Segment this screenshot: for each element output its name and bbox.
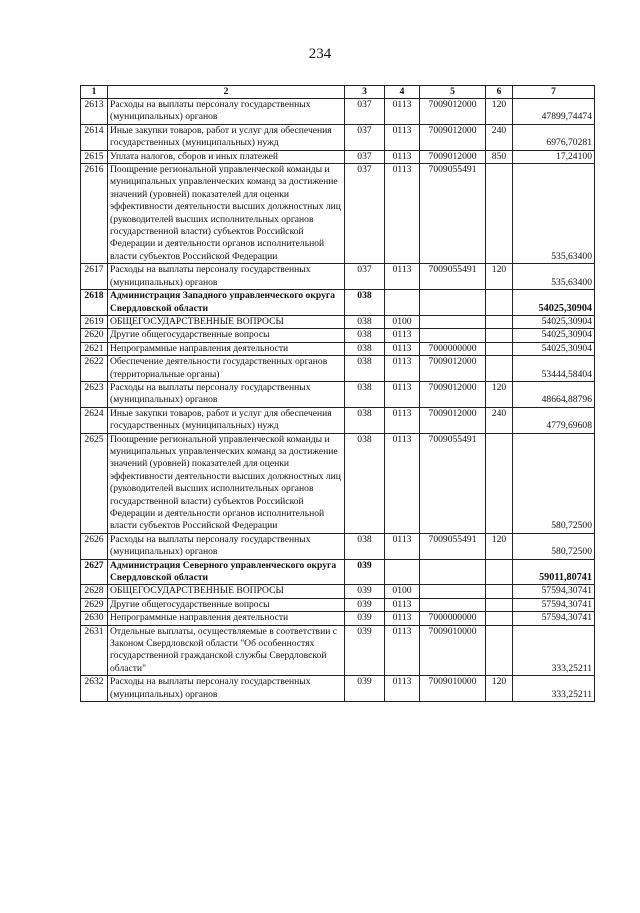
amount-cell: 580,72500: [513, 533, 595, 559]
table-row: [81, 329, 595, 342]
row-number-cell: 2628: [81, 585, 108, 598]
page-number: 234: [308, 46, 332, 62]
row-number-cell: 2626: [81, 533, 108, 559]
row-name-cell: Иные закупки товаров, работ и услуг для обеспечения государственных (муниципальных) нужд: [108, 124, 345, 150]
expense-type-cell: [486, 315, 513, 328]
row-number-cell: 2618: [81, 290, 108, 316]
row-number-cell: 2632: [81, 676, 108, 702]
section-code-cell: 0100: [385, 315, 420, 328]
row-name-cell: Иные закупки товаров, работ и услуг для обеспечения государственных (муниципальных) нужд: [108, 407, 345, 433]
target-article-cell: 7009055491: [420, 264, 486, 290]
row-number-cell: 2631: [81, 625, 108, 676]
target-article-cell: 7009055491: [420, 433, 486, 533]
ministry-code-cell: 038: [345, 433, 385, 533]
section-code-cell: 0113: [385, 342, 420, 355]
expense-type-cell: [486, 433, 513, 533]
section-code-cell: 0113: [385, 164, 420, 264]
section-code-cell: 0113: [385, 99, 420, 125]
row-number-cell: 2619: [81, 315, 108, 328]
section-code-cell: 0113: [385, 598, 420, 611]
ministry-code-cell: 037: [345, 150, 385, 163]
table-row: [81, 315, 595, 328]
row-name-cell: Непрограммные направления деятельности: [108, 342, 345, 355]
section-code-cell: [385, 559, 420, 585]
section-code-cell: 0113: [385, 625, 420, 676]
row-number-cell: 2625: [81, 433, 108, 533]
table-row: [81, 676, 595, 702]
ministry-code-cell: 037: [345, 99, 385, 125]
amount-cell: 54025,30904: [513, 290, 595, 316]
amount-cell: 333,25211: [513, 625, 595, 676]
expense-type-cell: 120: [486, 676, 513, 702]
table-body: [81, 99, 595, 702]
expense-type-cell: 120: [486, 533, 513, 559]
amount-cell: 17,24100: [513, 150, 595, 163]
table-row: [81, 585, 595, 598]
row-name-cell: Другие общегосударственные вопросы: [108, 598, 345, 611]
expense-type-cell: 850: [486, 150, 513, 163]
row-number-cell: 2615: [81, 150, 108, 163]
amount-cell: 535,63400: [513, 264, 595, 290]
table-row: [81, 99, 595, 125]
row-name-cell: Отдельные выплаты, осуществляемые в соответствии с Законом Свердловской области "Об особенностях государственной гражданской службы Свердловской области": [108, 625, 345, 676]
expense-type-cell: 240: [486, 124, 513, 150]
row-name-cell: Непрограммные направления деятельности: [108, 612, 345, 625]
expense-type-cell: 120: [486, 99, 513, 125]
amount-cell: 580,72500: [513, 433, 595, 533]
target-article-cell: [420, 598, 486, 611]
column-header: 3: [345, 86, 385, 99]
table-row: [81, 290, 595, 316]
ministry-code-cell: 039: [345, 559, 385, 585]
table-row: [81, 356, 595, 382]
column-header: 5: [420, 86, 486, 99]
target-article-cell: 7009055491: [420, 164, 486, 264]
amount-cell: 53444,58404: [513, 356, 595, 382]
section-code-cell: 0100: [385, 585, 420, 598]
expense-type-cell: [486, 329, 513, 342]
section-code-cell: 0113: [385, 150, 420, 163]
ministry-code-cell: 037: [345, 124, 385, 150]
target-article-cell: [420, 585, 486, 598]
expense-type-cell: [486, 585, 513, 598]
expense-type-cell: 120: [486, 381, 513, 407]
section-code-cell: 0113: [385, 381, 420, 407]
expense-type-cell: [486, 625, 513, 676]
row-number-cell: 2627: [81, 559, 108, 585]
target-article-cell: [420, 315, 486, 328]
amount-cell: 57594,30741: [513, 585, 595, 598]
row-number-cell: 2624: [81, 407, 108, 433]
table-row: [81, 625, 595, 676]
section-code-cell: 0113: [385, 533, 420, 559]
expense-type-cell: [486, 612, 513, 625]
amount-cell: 54025,30904: [513, 329, 595, 342]
column-header: 4: [385, 86, 420, 99]
amount-cell: 6976,70281: [513, 124, 595, 150]
row-number-cell: 2620: [81, 329, 108, 342]
row-name-cell: Другие общегосударственные вопросы: [108, 329, 345, 342]
ministry-code-cell: 038: [345, 356, 385, 382]
ministry-code-cell: 037: [345, 164, 385, 264]
section-code-cell: 0113: [385, 124, 420, 150]
section-code-cell: 0113: [385, 433, 420, 533]
row-number-cell: 2630: [81, 612, 108, 625]
row-name-cell: Поощрение региональной управленческой команды и муниципальных управленческих команд за достижение значений (уровней) показателей для оценки эффективности деятельности высших должностных лиц (руководителей высших исполнительных органов государственной власти) субъектов Российской Федерации и деятельности органов исполнительной власти субъектов Российской Федерации: [108, 433, 345, 533]
amount-cell: 48664,88796: [513, 381, 595, 407]
row-number-cell: 2617: [81, 264, 108, 290]
expense-type-cell: 240: [486, 407, 513, 433]
budget-table: [80, 85, 595, 702]
amount-cell: 57594,30741: [513, 612, 595, 625]
ministry-code-cell: 037: [345, 264, 385, 290]
table-row: [81, 381, 595, 407]
target-article-cell: 7009012000: [420, 407, 486, 433]
row-number-cell: 2621: [81, 342, 108, 355]
expense-type-cell: [486, 559, 513, 585]
expense-type-cell: [486, 598, 513, 611]
ministry-code-cell: 038: [345, 407, 385, 433]
row-number-cell: 2616: [81, 164, 108, 264]
column-header: 6: [486, 86, 513, 99]
table-row: [81, 124, 595, 150]
table-row: [81, 342, 595, 355]
target-article-cell: 7009010000: [420, 625, 486, 676]
target-article-cell: [420, 290, 486, 316]
row-name-cell: Уплата налогов, сборов и иных платежей: [108, 150, 345, 163]
ministry-code-cell: 038: [345, 533, 385, 559]
expense-type-cell: 120: [486, 264, 513, 290]
expense-type-cell: [486, 356, 513, 382]
column-header: 7: [513, 86, 595, 99]
section-code-cell: 0113: [385, 407, 420, 433]
row-number-cell: 2623: [81, 381, 108, 407]
ministry-code-cell: 038: [345, 342, 385, 355]
target-article-cell: 7009012000: [420, 381, 486, 407]
row-name-cell: Расходы на выплаты персоналу государственных (муниципальных) органов: [108, 533, 345, 559]
table-row: [81, 164, 595, 264]
expense-type-cell: [486, 342, 513, 355]
column-header: 2: [108, 86, 345, 99]
table-row: [81, 612, 595, 625]
amount-cell: 57594,30741: [513, 598, 595, 611]
expense-type-cell: [486, 164, 513, 264]
amount-cell: 333,25211: [513, 676, 595, 702]
row-number-cell: 2613: [81, 99, 108, 125]
table-row: [81, 559, 595, 585]
target-article-cell: 7009012000: [420, 124, 486, 150]
row-name-cell: Расходы на выплаты персоналу государственных (муниципальных) органов: [108, 676, 345, 702]
amount-cell: 535,63400: [513, 164, 595, 264]
ministry-code-cell: 039: [345, 585, 385, 598]
amount-cell: 54025,30904: [513, 315, 595, 328]
amount-cell: 59011,80741: [513, 559, 595, 585]
ministry-code-cell: 039: [345, 625, 385, 676]
target-article-cell: 7000000000: [420, 612, 486, 625]
row-name-cell: Расходы на выплаты персоналу государственных (муниципальных) органов: [108, 99, 345, 125]
row-name-cell: Администрация Западного управленческого округа Свердловской области: [108, 290, 345, 316]
row-name-cell: ОБЩЕГОСУДАРСТВЕННЫЕ ВОПРОСЫ: [108, 585, 345, 598]
amount-cell: 54025,30904: [513, 342, 595, 355]
section-code-cell: 0113: [385, 329, 420, 342]
row-number-cell: 2629: [81, 598, 108, 611]
row-name-cell: Администрация Северного управленческого округа Свердловской области: [108, 559, 345, 585]
table-row: [81, 407, 595, 433]
ministry-code-cell: 038: [345, 315, 385, 328]
target-article-cell: [420, 559, 486, 585]
section-code-cell: 0113: [385, 264, 420, 290]
table-header-row: [81, 86, 595, 99]
table-row: [81, 264, 595, 290]
ministry-code-cell: 038: [345, 381, 385, 407]
column-header: 1: [81, 86, 108, 99]
row-number-cell: 2614: [81, 124, 108, 150]
row-name-cell: Поощрение региональной управленческой команды и муниципальных управленческих команд за достижение значений (уровней) показателей для оценки эффективности деятельности высших должностных лиц (руководителей высших исполнительных органов государственной власти) субъектов Российской Федерации и деятельности органов исполнительной власти субъектов Российской Федерации: [108, 164, 345, 264]
ministry-code-cell: 038: [345, 290, 385, 316]
amount-cell: 47899,74474: [513, 99, 595, 125]
table-row: [81, 533, 595, 559]
row-name-cell: Расходы на выплаты персоналу государственных (муниципальных) органов: [108, 264, 345, 290]
ministry-code-cell: 039: [345, 612, 385, 625]
section-code-cell: [385, 290, 420, 316]
ministry-code-cell: 039: [345, 598, 385, 611]
section-code-cell: 0113: [385, 612, 420, 625]
target-article-cell: 7009010000: [420, 676, 486, 702]
section-code-cell: 0113: [385, 356, 420, 382]
target-article-cell: 7009012000: [420, 356, 486, 382]
row-name-cell: Обеспечение деятельности государственных органов (территориальные органы): [108, 356, 345, 382]
target-article-cell: 7009012000: [420, 99, 486, 125]
target-article-cell: 7009055491: [420, 533, 486, 559]
row-number-cell: 2622: [81, 356, 108, 382]
row-name-cell: ОБЩЕГОСУДАРСТВЕННЫЕ ВОПРОСЫ: [108, 315, 345, 328]
expense-type-cell: [486, 290, 513, 316]
ministry-code-cell: 039: [345, 676, 385, 702]
target-article-cell: 7009012000: [420, 150, 486, 163]
table-row: [81, 598, 595, 611]
table-row: [81, 150, 595, 163]
ministry-code-cell: 038: [345, 329, 385, 342]
target-article-cell: 7000000000: [420, 342, 486, 355]
section-code-cell: 0113: [385, 676, 420, 702]
amount-cell: 4779,69608: [513, 407, 595, 433]
row-name-cell: Расходы на выплаты персоналу государственных (муниципальных) органов: [108, 381, 345, 407]
target-article-cell: [420, 329, 486, 342]
table-row: [81, 433, 595, 533]
